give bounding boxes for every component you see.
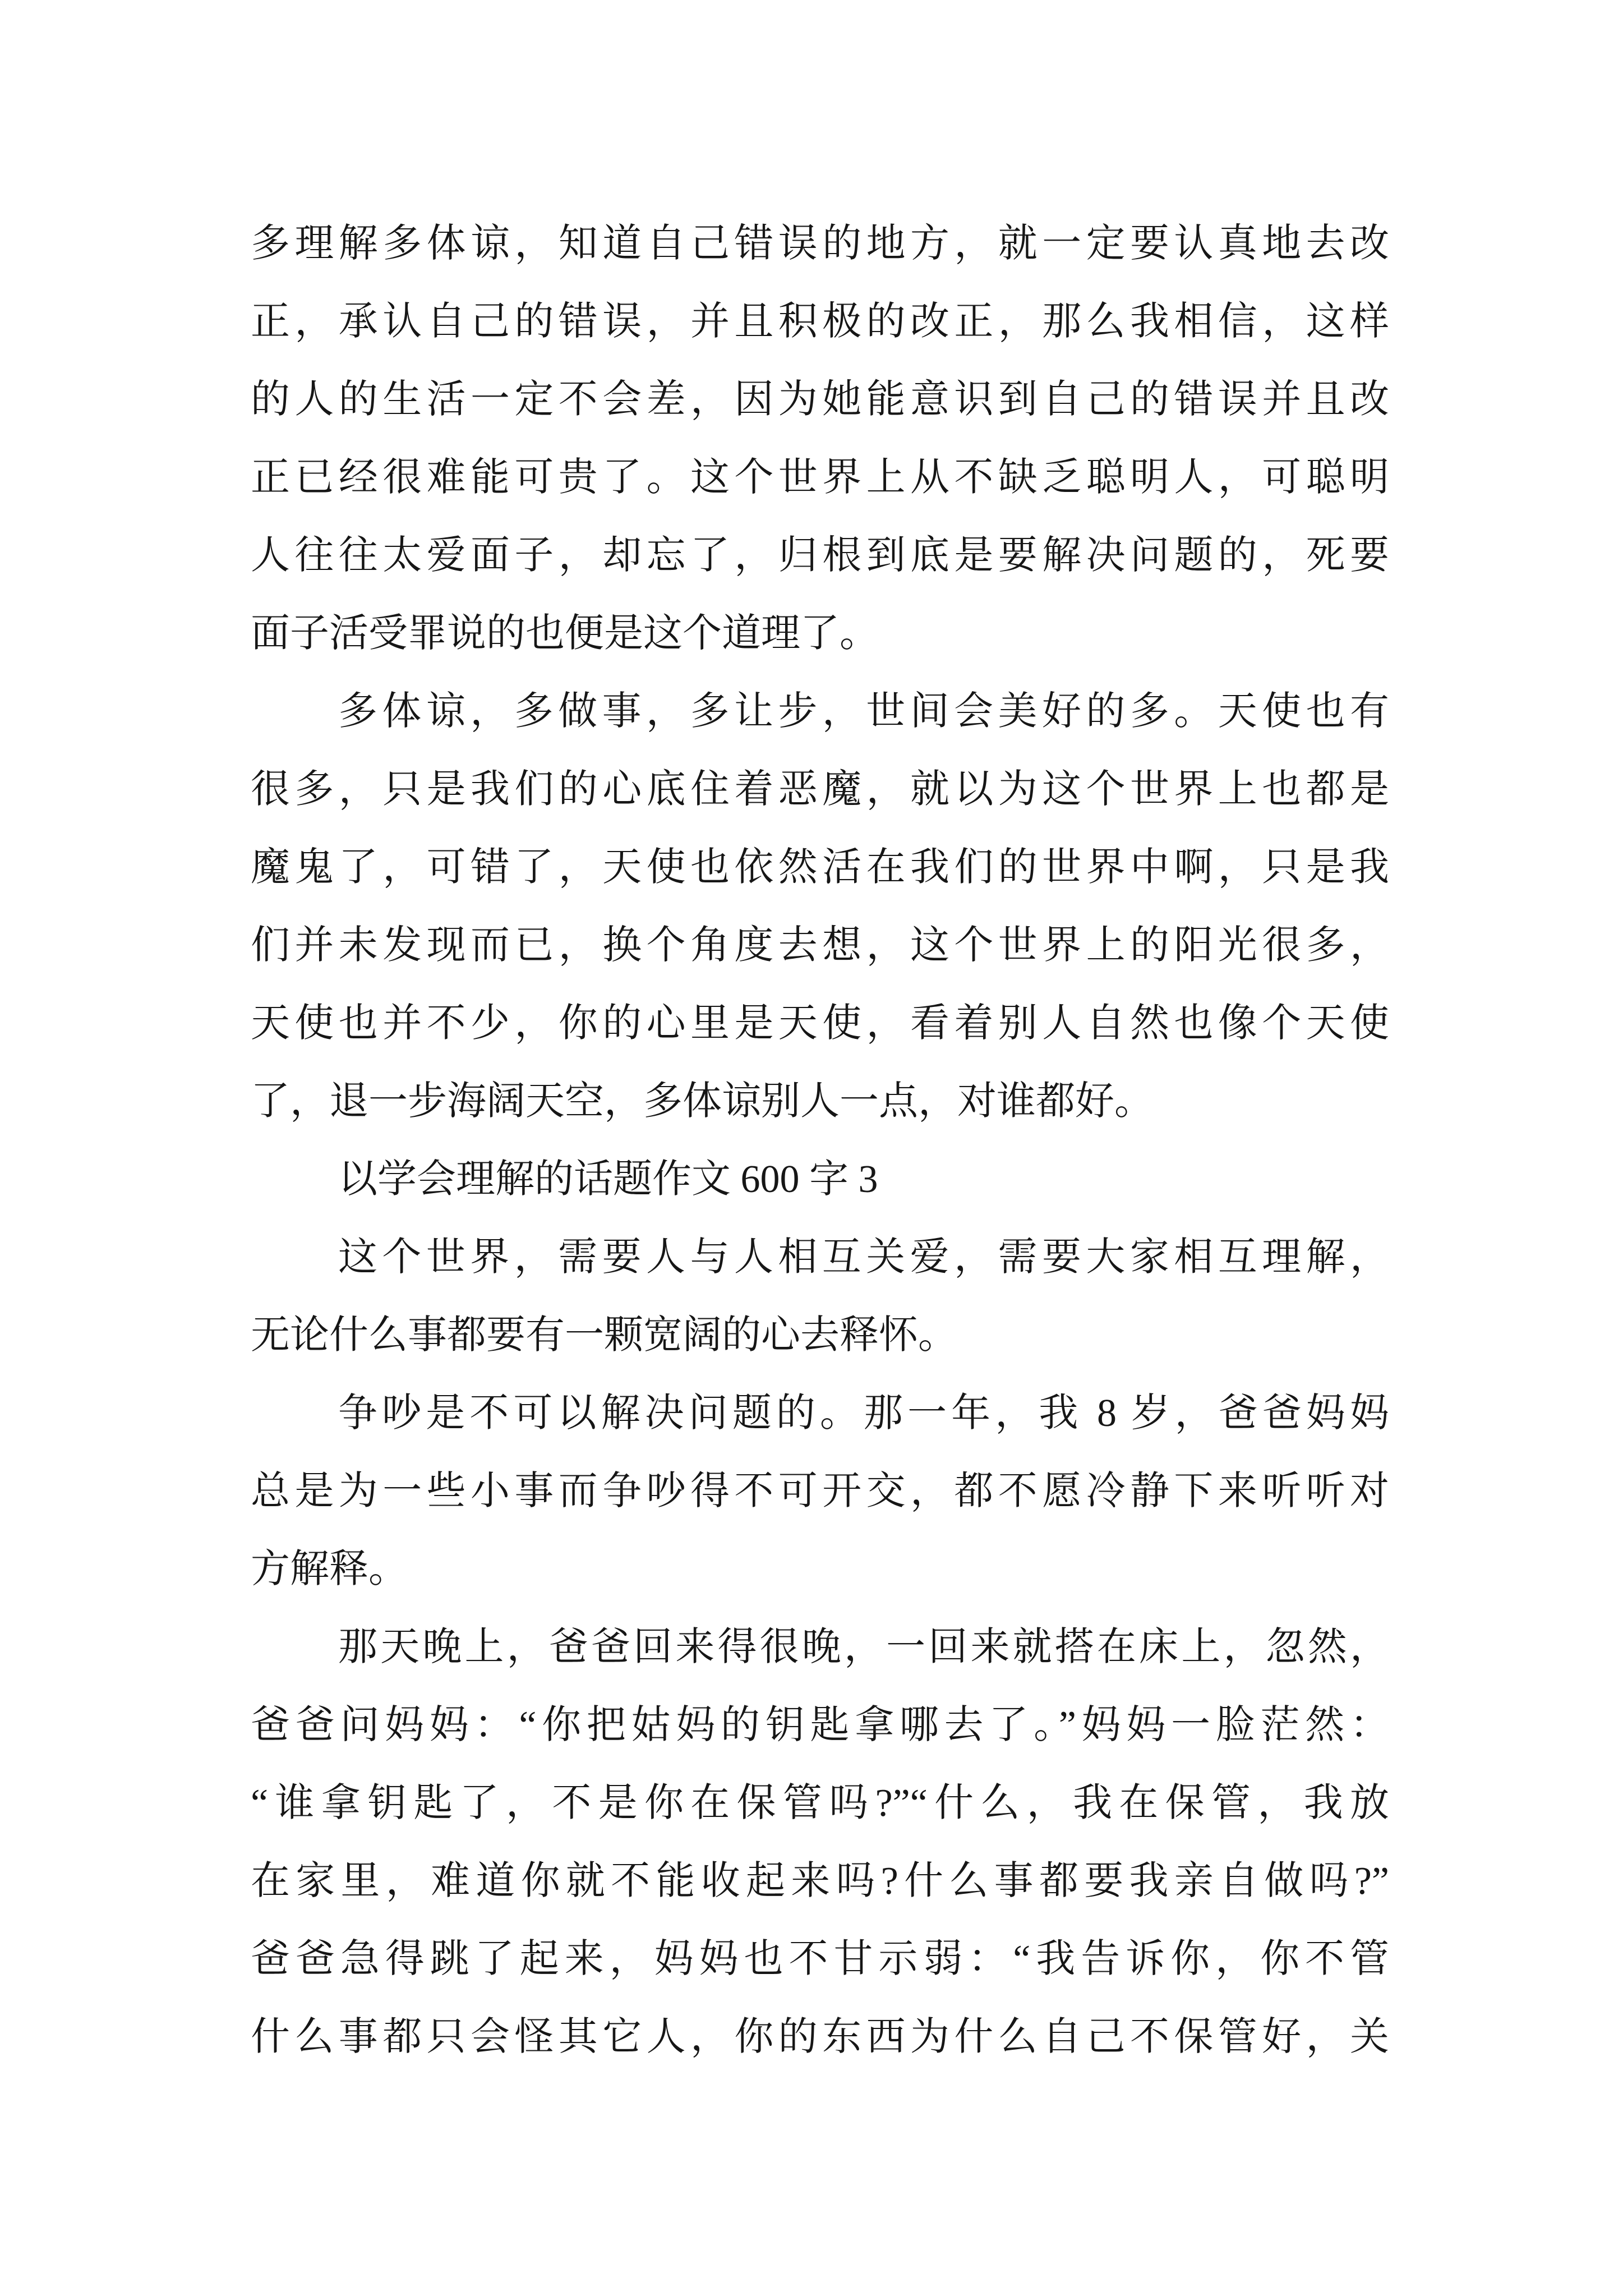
paragraph [251,205,1389,673]
text-line: 爸爸急得跳了起来，妈妈也不甘示弱：“我告诉你，你不管 [251,1938,1389,1981]
text-line: 面子活受罪说的也便是这个道理了。 [251,612,879,655]
text-line: 方解释。 [251,1548,408,1591]
text-line: 的人的生活一定不会差，因为她能意识到自己的错误并且改 [251,378,1389,421]
text-line: 正已经很难能可贵了。这个世界上从不缺乏聪明人，可聪明 [251,456,1389,499]
text-line: 魔鬼了，可错了，天使也依然活在我们的世界中啊，只是我 [251,846,1389,889]
text-line: 了，退一步海阔天空，多体谅别人一点，对谁都好。 [251,1080,1154,1123]
text-line: 人往往太爱面子，却忘了，归根到底是要解决问题的，死要 [251,534,1389,577]
paragraph [251,1374,1389,1608]
text-line: 什么事都只会怪其它人，你的东西为什么自己不保管好，关 [251,2016,1389,2059]
text-line: 那天晚上，爸爸回来得很晚，一回来就搭在床上，忽然， [338,1626,1389,1669]
text-line: 无论什么事都要有一颗宽阔的心去释怀。 [251,1314,957,1357]
section-heading: 以学会理解的话题作文 600 字 3 [338,1158,878,1201]
text-line: “谁拿钥匙了，不是你在保管吗?”“什么，我在保管，我放 [251,1782,1389,1825]
text-line: 争吵是不可以解决问题的。那一年，我 8 岁，爸爸妈妈 [338,1392,1389,1435]
text-line: 爸爸问妈妈：“你把姑妈的钥匙拿哪去了。”妈妈一脸茫然： [251,1704,1389,1747]
text-line: 天使也并不少，你的心里是天使，看着别人自然也像个天使 [251,1002,1389,1045]
text-line: 多理解多体谅，知道自己错误的地方，就一定要认真地去改 [251,222,1389,265]
text-line: 这个世界，需要人与人相互关爱，需要大家相互理解， [338,1236,1389,1279]
text-line: 总是为一些小事而争吵得不可开交，都不愿冷静下来听听对 [251,1470,1389,1513]
paragraph [251,1218,1389,1374]
text-line: 们并未发现而已，换个角度去想，这个世界上的阳光很多， [251,924,1389,967]
text-line: 很多，只是我们的心底住着恶魔，就以为这个世界上也都是 [251,768,1389,811]
text-line: 多体谅，多做事，多让步，世间会美好的多。天使也有 [338,690,1389,733]
document-body [251,205,1389,2076]
text-line: 正，承认自己的错误，并且积极的改正，那么我相信，这样 [251,300,1389,343]
text-line: 在家里，难道你就不能收起来吗?什么事都要我亲自做吗?” [251,1860,1389,1903]
paragraph [251,673,1389,1140]
paragraph [251,1608,1389,2076]
